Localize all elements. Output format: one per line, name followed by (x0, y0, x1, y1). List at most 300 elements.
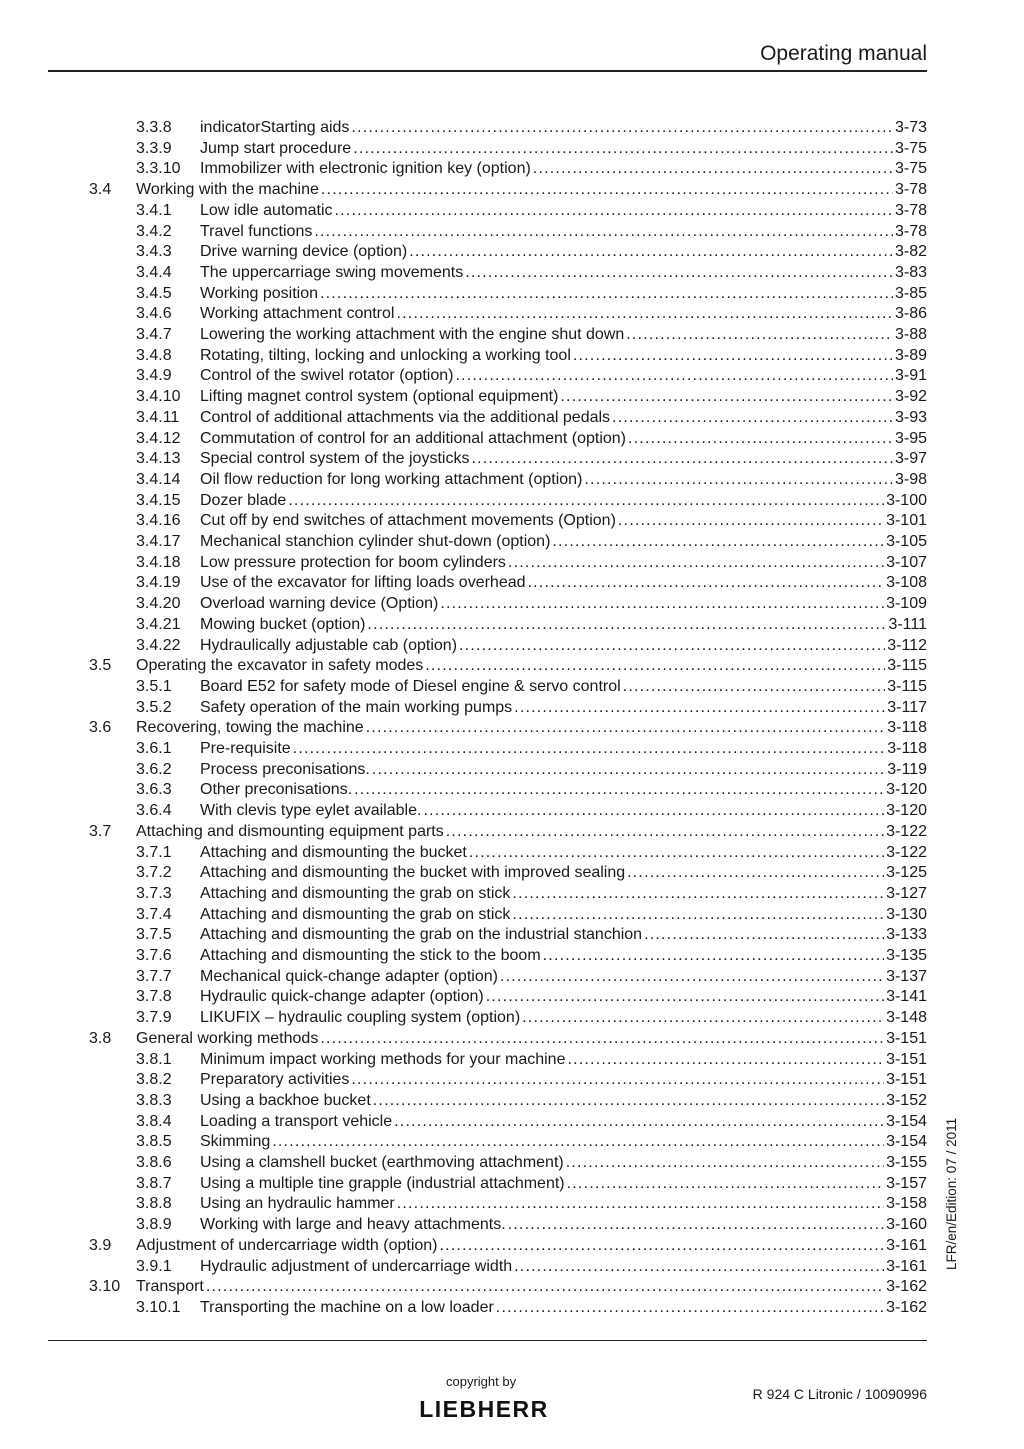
toc-number: 3.8.5 (136, 1133, 172, 1151)
toc-number: 3.4.15 (136, 491, 181, 509)
toc-page-number: 3-78 (893, 222, 927, 243)
toc-title: With clevis type eylet available. (200, 801, 423, 822)
toc-subsection-row[interactable] (0, 594, 1024, 615)
toc-title: Working attachment control (200, 304, 396, 325)
toc-number: 3.4.11 (136, 408, 180, 426)
toc-page-number: 3-101 (884, 511, 927, 532)
toc-subsection-row[interactable] (0, 1070, 1024, 1091)
toc-title: Lifting magnet control system (optional equipment) (200, 387, 560, 408)
toc-entry (200, 636, 927, 657)
toc-page-number: 3-73 (893, 118, 927, 139)
toc-number: 3.4.16 (136, 512, 181, 530)
toc-entry (136, 180, 927, 201)
toc-title: Transport (136, 1277, 206, 1298)
toc-entry (200, 1215, 927, 1236)
toc-title: Mowing bucket (option) (200, 615, 367, 636)
toc-subsection-row[interactable] (0, 1194, 1024, 1215)
toc-subsection-row[interactable] (0, 511, 1024, 532)
toc-leader-dots (206, 1277, 884, 1298)
toc-title: Control of additional attachments via the additional pedals (200, 408, 612, 429)
toc-entry (200, 594, 927, 615)
toc-page-number: 3-89 (893, 346, 927, 367)
toc-page-number: 3-92 (893, 387, 927, 408)
toc-subsection-row[interactable] (0, 1174, 1024, 1195)
toc-subsection-row[interactable] (0, 1050, 1024, 1071)
toc-entry (200, 1174, 927, 1195)
toc-subsection-row[interactable] (0, 1215, 1024, 1236)
toc-leader-dots (373, 1091, 884, 1112)
toc-leader-dots (465, 263, 893, 284)
toc-entry (200, 967, 927, 988)
toc-page-number: 3-115 (885, 656, 927, 677)
page-title: Operating manual (760, 42, 927, 65)
toc-subsection-row[interactable] (0, 863, 1024, 884)
toc-page-number: 3-161 (884, 1236, 927, 1257)
toc-number: 3.4.22 (136, 636, 181, 654)
toc-page-number: 3-154 (884, 1112, 927, 1133)
toc-subsection-row[interactable] (0, 905, 1024, 926)
toc-subsection-row[interactable] (0, 987, 1024, 1008)
toc-page-number: 3-105 (884, 532, 927, 553)
toc-entry (136, 656, 927, 677)
toc-section-row[interactable] (0, 180, 1024, 201)
toc-number: 3.8.8 (136, 1195, 172, 1213)
toc-leader-dots (469, 843, 884, 864)
toc-title: Other preconisations. (200, 780, 354, 801)
toc-leader-dots (584, 470, 893, 491)
toc-entry (200, 884, 927, 905)
toc-number: 3.5 (89, 657, 112, 675)
toc-entry (200, 946, 927, 967)
toc-subsection-row[interactable] (0, 470, 1024, 491)
toc-subsection-row[interactable] (0, 884, 1024, 905)
toc-number: 3.7 (89, 822, 112, 840)
toc-number: 3.9.1 (136, 1257, 172, 1275)
toc-title: Lowering the working attachment with the engine shut down (200, 325, 626, 346)
toc-number: 3.4.12 (136, 429, 181, 447)
toc-entry (200, 242, 927, 263)
toc-leader-dots (496, 1298, 884, 1319)
toc-entry (200, 615, 927, 636)
toc-subsection-row[interactable] (0, 429, 1024, 450)
toc-leader-dots (528, 573, 885, 594)
toc-entry (200, 1112, 927, 1133)
toc-subsection-row[interactable] (0, 1153, 1024, 1174)
toc-title: Minimum impact working methods for your machine (200, 1050, 567, 1071)
toc-leader-dots (566, 1153, 884, 1174)
toc-page-number: 3-161 (884, 1257, 927, 1278)
toc-entry (200, 387, 927, 408)
toc-title: Using a clamshell bucket (earthmoving attachment) (200, 1153, 566, 1174)
toc-subsection-row[interactable] (0, 946, 1024, 967)
toc-entry (136, 718, 927, 739)
toc-title: Recovering, towing the machine (136, 718, 366, 739)
toc-section-row[interactable] (0, 1029, 1024, 1050)
toc-entry (200, 532, 927, 553)
toc-section-row[interactable] (0, 1277, 1024, 1298)
toc-title: Hydraulic quick-change adapter (option) (200, 987, 486, 1008)
toc-title: Mechanical quick-change adapter (option) (200, 967, 500, 988)
toc-leader-dots (508, 1215, 884, 1236)
toc-page-number: 3-162 (884, 1298, 927, 1319)
toc-page-number: 3-108 (884, 573, 927, 594)
toc-subsection-row[interactable] (0, 304, 1024, 325)
toc-entry (200, 118, 927, 139)
toc-section-row[interactable] (0, 1236, 1024, 1257)
toc-entry (200, 470, 927, 491)
toc-page-number: 3-160 (884, 1215, 927, 1236)
toc-subsection-row[interactable] (0, 387, 1024, 408)
toc-title: Attaching and dismounting the grab on the industrial stanchion (200, 925, 644, 946)
toc-subsection-row[interactable] (0, 263, 1024, 284)
toc-number: 3.8.1 (136, 1050, 172, 1068)
toc-title: The uppercarriage swing movements (200, 263, 465, 284)
toc-number: 3.6 (89, 719, 112, 737)
toc-subsection-row[interactable] (0, 1257, 1024, 1278)
toc-page-number: 3-148 (884, 1008, 927, 1029)
toc-number: 3.3.8 (136, 119, 172, 136)
toc-entry (200, 553, 927, 574)
footer-divider (48, 1340, 927, 1341)
toc-entry (200, 1194, 927, 1215)
toc-number: 3.4.13 (136, 450, 181, 468)
toc-page-number: 3-93 (893, 408, 927, 429)
toc-number: 3.4.7 (136, 326, 172, 343)
toc-page-number: 3-98 (893, 470, 927, 491)
toc-leader-dots (425, 656, 885, 677)
header-divider (48, 70, 927, 72)
toc-page-number: 3-122 (884, 822, 927, 843)
toc-leader-dots (396, 304, 893, 325)
liebherr-logo (404, 1396, 564, 1422)
toc-entry (200, 677, 927, 698)
toc-page-number: 3-86 (893, 304, 927, 325)
toc-leader-dots (500, 967, 884, 988)
toc-subsection-row[interactable] (0, 118, 1024, 139)
toc-number: 3.10.1 (136, 1298, 181, 1316)
toc-leader-dots (471, 449, 893, 470)
toc-entry (200, 573, 927, 594)
toc-subsection-row[interactable] (0, 553, 1024, 574)
toc-leader-dots (543, 946, 884, 967)
toc-title: Dozer blade (200, 491, 288, 512)
toc-page-number: 3-120 (884, 780, 927, 801)
toc-leader-dots (367, 615, 886, 636)
toc-title: Attaching and dismounting the stick to the boom (200, 946, 543, 967)
toc-leader-dots (351, 1070, 884, 1091)
toc-page-number: 3-157 (884, 1174, 927, 1195)
toc-leader-dots (573, 346, 893, 367)
toc-entry (200, 325, 927, 346)
toc-title: Loading a transport vehicle (200, 1112, 394, 1133)
toc-page-number: 3-109 (884, 594, 927, 615)
toc-title: Attaching and dismounting the bucket (200, 843, 469, 864)
toc-leader-dots (560, 387, 893, 408)
toc-section-row[interactable] (0, 656, 1024, 677)
toc-title: LIKUFIX – hydraulic coupling system (option) (200, 1008, 522, 1029)
toc-entry (200, 1050, 927, 1071)
toc-number: 3.4.18 (136, 553, 181, 571)
toc-page-number: 3-133 (884, 925, 927, 946)
toc-title: Cut off by end switches of attachment movements (Option) (200, 511, 618, 532)
toc-entry (200, 511, 927, 532)
toc-entry (200, 1257, 927, 1278)
toc-subsection-row[interactable] (0, 1298, 1024, 1319)
toc-subsection-row[interactable] (0, 242, 1024, 263)
toc-subsection-row[interactable] (0, 925, 1024, 946)
toc-page-number: 3-125 (884, 863, 927, 884)
toc-subsection-row[interactable] (0, 967, 1024, 988)
toc-title: Transporting the machine on a low loader (200, 1298, 496, 1319)
toc-leader-dots (351, 118, 893, 139)
toc-entry (200, 1298, 927, 1319)
toc-number: 3.4.8 (136, 346, 172, 364)
toc-subsection-row[interactable] (0, 366, 1024, 387)
toc-number: 3.4.1 (136, 201, 172, 219)
toc-title: Immobilizer with electronic ignition key (option) (200, 159, 533, 180)
toc-title: Using a backhoe bucket (200, 1091, 373, 1112)
toc-number: 3.8.3 (136, 1091, 172, 1109)
toc-number: 3.6.2 (136, 760, 172, 778)
toc-subsection-row[interactable] (0, 801, 1024, 822)
toc-leader-dots (321, 180, 893, 201)
toc-number: 3.9 (89, 1236, 112, 1254)
toc-leader-dots (423, 801, 884, 822)
toc-title: Control of the swivel rotator (option) (200, 366, 455, 387)
toc-subsection-row[interactable] (0, 159, 1024, 180)
toc-entry (200, 201, 927, 222)
toc-entry (200, 925, 927, 946)
toc-number: 3.4.14 (136, 470, 181, 488)
toc-title: Adjustment of undercarriage width (option) (136, 1236, 440, 1257)
toc-entry (200, 843, 927, 864)
toc-leader-dots (409, 242, 893, 263)
toc-section-row[interactable] (0, 718, 1024, 739)
toc-entry (200, 905, 927, 926)
toc-number: 3.4.2 (136, 222, 172, 240)
toc-subsection-row[interactable] (0, 449, 1024, 470)
toc-subsection-row[interactable] (0, 532, 1024, 553)
toc-entry (200, 1070, 927, 1091)
toc-entry (200, 284, 927, 305)
toc-number: 3.5.1 (136, 677, 172, 695)
toc-page-number: 3-78 (893, 180, 927, 201)
toc-number: 3.4 (89, 181, 112, 199)
toc-number: 3.7.4 (136, 905, 172, 923)
toc-leader-dots (552, 532, 884, 553)
toc-page-number: 3-85 (893, 284, 927, 305)
logo-text: LIEBHERR (419, 1396, 549, 1422)
toc-subsection-row[interactable] (0, 1008, 1024, 1029)
toc-subsection-row[interactable] (0, 1132, 1024, 1153)
toc-number: 3.3.9 (136, 139, 172, 157)
toc-entry (200, 863, 927, 884)
toc-leader-dots (512, 905, 884, 926)
toc-page-number: 3-100 (884, 491, 927, 512)
toc-leader-dots (644, 925, 884, 946)
toc-entry (200, 429, 927, 450)
edition-label: LFR/en/Edition: 07 / 2011 (944, 1117, 959, 1270)
toc-number: 3.7.7 (136, 967, 172, 985)
toc-subsection-row[interactable] (0, 325, 1024, 346)
toc-title: Operating the excavator in safety modes (136, 656, 425, 677)
toc-leader-dots (440, 1236, 885, 1257)
toc-page-number: 3-158 (884, 1194, 927, 1215)
toc-page-number: 3-119 (885, 760, 927, 781)
toc-page-number: 3-127 (884, 884, 927, 905)
toc-section-row[interactable] (0, 822, 1024, 843)
toc-entry (200, 780, 927, 801)
toc-subsection-row[interactable] (0, 573, 1024, 594)
toc-title: indicatorStarting aids (200, 118, 351, 139)
toc-title: Board E52 for safety mode of Diesel engine & servo control (200, 677, 623, 698)
toc-entry (200, 139, 927, 160)
toc-entry (200, 449, 927, 470)
toc-subsection-row[interactable] (0, 760, 1024, 781)
toc-entry (200, 491, 927, 512)
toc-page-number: 3-155 (884, 1153, 927, 1174)
toc-title: Skimming (200, 1132, 272, 1153)
toc-number: 3.7.5 (136, 926, 172, 944)
toc-title: Attaching and dismounting the grab on stick (200, 884, 512, 905)
toc-subsection-row[interactable] (0, 636, 1024, 657)
toc-leader-dots (440, 594, 884, 615)
toc-number: 3.4.6 (136, 305, 172, 323)
toc-entry (136, 1236, 927, 1257)
toc-leader-dots (397, 1194, 884, 1215)
toc-title: Pre-requisite (200, 739, 293, 760)
toc-page-number: 3-135 (884, 946, 927, 967)
toc-entry (200, 346, 927, 367)
toc-leader-dots (512, 884, 884, 905)
toc-number: 3.8.2 (136, 1071, 172, 1089)
toc-number: 3.8.6 (136, 1154, 172, 1171)
toc-title: Travel functions (200, 222, 314, 243)
toc-title: Mechanical stanchion cylinder shut-down (option) (200, 532, 552, 553)
toc-number: 3.8.9 (136, 1216, 172, 1234)
toc-page-number: 3-151 (884, 1050, 927, 1071)
toc-page-number: 3-83 (893, 263, 927, 284)
toc-entry (200, 304, 927, 325)
toc-title: Drive warning device (option) (200, 242, 409, 263)
toc-page-number: 3-75 (893, 139, 927, 160)
toc-leader-dots (628, 429, 893, 450)
toc-leader-dots (623, 677, 886, 698)
toc-title: Use of the excavator for lifting loads overhead (200, 573, 528, 594)
toc-title: Process preconisations. (200, 760, 372, 781)
toc-subsection-row[interactable] (0, 1091, 1024, 1112)
toc-entry (136, 822, 927, 843)
copyright-label: copyright by (446, 1374, 517, 1389)
toc-subsection-row[interactable] (0, 201, 1024, 222)
toc-page-number: 3-95 (893, 429, 927, 450)
toc-title: Hydraulically adjustable cab (option) (200, 636, 459, 657)
toc-number: 3.4.17 (136, 533, 181, 550)
toc-entry (200, 222, 927, 243)
toc-leader-dots (335, 201, 893, 222)
toc-page-number: 3-117 (885, 698, 927, 719)
toc-subsection-row[interactable] (0, 677, 1024, 698)
toc-number: 3.7.3 (136, 884, 172, 902)
toc-subsection-row[interactable] (0, 1112, 1024, 1133)
toc-subsection-row[interactable] (0, 739, 1024, 760)
toc-entry (200, 1153, 927, 1174)
toc-leader-dots (446, 822, 884, 843)
toc-subsection-row[interactable] (0, 780, 1024, 801)
toc-page-number: 3-115 (885, 677, 927, 698)
toc-title: Attaching and dismounting equipment parts (136, 822, 446, 843)
toc-subsection-row[interactable] (0, 843, 1024, 864)
toc-subsection-row[interactable] (0, 615, 1024, 636)
toc-number: 3.4.3 (136, 243, 172, 261)
toc-leader-dots (272, 1132, 884, 1153)
toc-page-number: 3-130 (884, 905, 927, 926)
toc-page-number: 3-151 (884, 1070, 927, 1091)
toc-subsection-row[interactable] (0, 408, 1024, 429)
toc-leader-dots (533, 159, 893, 180)
toc-number: 3.6.4 (136, 802, 172, 820)
toc-title: Hydraulic adjustment of undercarriage width (200, 1257, 514, 1278)
toc-number: 3.3.10 (136, 160, 181, 178)
toc-page-number: 3-120 (884, 801, 927, 822)
toc-entry (200, 698, 927, 719)
toc-title: Low idle automatic (200, 201, 335, 222)
toc-subsection-row[interactable] (0, 698, 1024, 719)
toc-number: 3.8.4 (136, 1112, 172, 1130)
toc-title: Using a multiple tine grapple (industrial attachment) (200, 1174, 567, 1195)
toc-title: Overload warning device (Option) (200, 594, 440, 615)
toc-subsection-row[interactable] (0, 346, 1024, 367)
toc-subsection-row[interactable] (0, 222, 1024, 243)
toc-leader-dots (288, 491, 884, 512)
toc-subsection-row[interactable] (0, 284, 1024, 305)
toc-page-number: 3-118 (885, 718, 927, 739)
toc-title: Working position (200, 284, 320, 305)
toc-number: 3.8.7 (136, 1174, 172, 1192)
toc-leader-dots (293, 739, 886, 760)
toc-leader-dots (366, 718, 886, 739)
toc-page-number: 3-78 (893, 201, 927, 222)
toc-leader-dots (486, 987, 884, 1008)
toc-leader-dots (508, 553, 884, 574)
toc-number: 3.4.5 (136, 284, 172, 302)
toc-leader-dots (354, 780, 884, 801)
toc-entry (136, 1277, 927, 1298)
toc-number: 3.4.4 (136, 263, 172, 281)
toc-leader-dots (459, 636, 885, 657)
toc-number: 3.7.6 (136, 947, 172, 964)
toc-number: 3.6.1 (136, 740, 172, 757)
toc-subsection-row[interactable] (0, 491, 1024, 512)
toc-leader-dots (314, 222, 893, 243)
toc-entry (200, 1132, 927, 1153)
toc-title: Attaching and dismounting the bucket with improved sealing (200, 863, 627, 884)
toc-number: 3.4.9 (136, 367, 172, 385)
toc-number: 3.5.2 (136, 698, 172, 716)
toc-leader-dots (514, 1257, 884, 1278)
toc-page-number: 3-97 (893, 449, 927, 470)
toc-leader-dots (618, 511, 884, 532)
toc-subsection-row[interactable] (0, 139, 1024, 160)
toc-leader-dots (522, 1008, 884, 1029)
toc-title: Using an hydraulic hammer (200, 1194, 397, 1215)
toc-page-number: 3-162 (884, 1277, 927, 1298)
toc-page-number: 3-154 (884, 1132, 927, 1153)
toc-title: Jump start procedure (200, 139, 353, 160)
toc-number: 3.8 (89, 1029, 112, 1047)
toc-entry (200, 987, 927, 1008)
toc-number: 3.6.3 (136, 781, 172, 799)
